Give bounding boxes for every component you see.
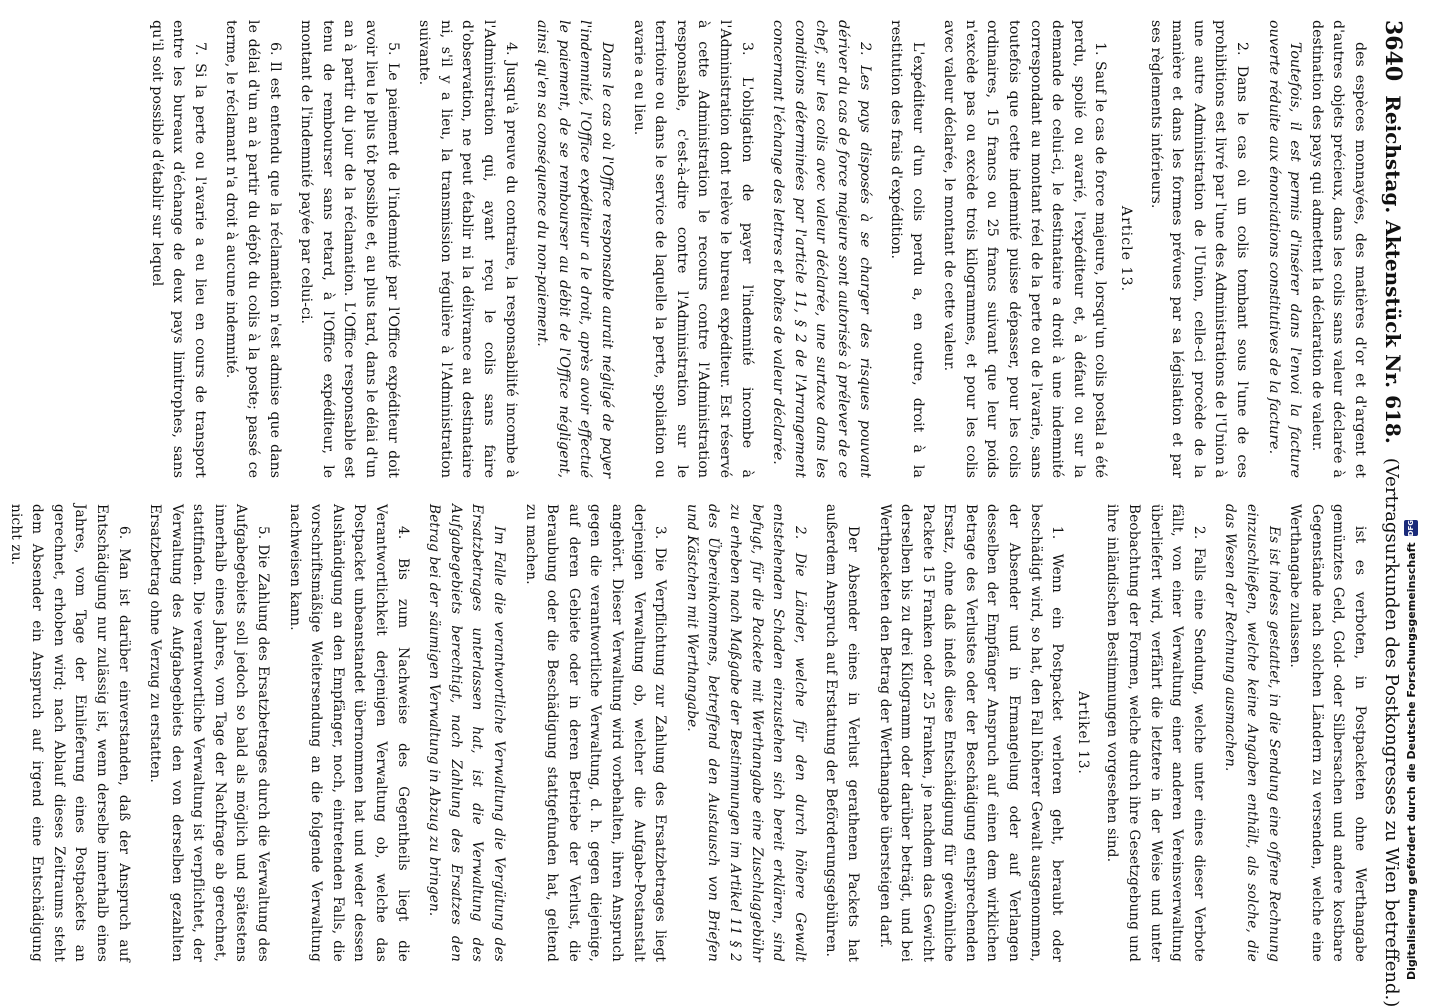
paragraph: 3. L'obligation de payer l'indemnité incombe à l'Administration dont relève le bureau expéditeur. Est réservé à cette Administration le recours contre l'Administration responsable, c'est-à-dire contre l'Administration sur le territoire ou dans le service de laquelle la perte, spoliation ou avarie a eu lieu. (630, 20, 755, 478)
german-column (0, 504, 1370, 962)
article-heading: Article 13. (1118, 205, 1135, 293)
paragraph: 7. Si la perte ou l'avarie a eu lieu en cours de transport entre les bureaux d'échange de deux pays limitrophes, sans qu'il soit possible d'établir sur lequel (148, 20, 208, 478)
page-title: Reichstag. Aktenstück Nr. 618. (1381, 95, 1405, 444)
page-subtitle: (Vertragsurkunden des Postkongresses zu Wien betreffend.) (1381, 457, 1402, 1007)
rotated-page-content (7, 20, 1406, 1007)
credit-text: Digitalisierung gefördert durch die Deutsche Forschungsgemeinschaft (1404, 542, 1418, 980)
page-number: 3640 (1380, 20, 1406, 82)
text-columns (0, 20, 1370, 980)
paragraph: des espèces monnayées, des matières d'or et d'argent et d'autres objets précieux, dans les colis sans valeur déclarée à destination des pays qui admettent la déclaration de valeur. (1308, 20, 1368, 478)
paragraph: L'expéditeur d'un colis perdu a, en outre, droit à la restitution des frais d'expédition. (888, 20, 926, 478)
paragraph: 1. Sauf le cas de force majeure, lorsqu'un colis postal a été perdu, spolié ou avarié, l'expéditeur et, à défaut ou sur la demande de celui-ci, le destinataire a droit à une indemnité correspondant au montant réel de la perte ou de l'avarie, sans toutefois que cette indemnité puisse dépasser, pour les colis ordinaires, 15 francs ou 25 francs suivant que leur poids n'excède pas ou excède trois kilogrammes, et pour les colis avec valeur déclarée, le montant de cette valeur. (941, 20, 1109, 478)
paragraph: 6. Man ist darüber einverstanden, daß der Anspruch auf Entschädigung nur zulässig ist, wenn derselbe innerhalb eines Jahres, vom Tage der Einlieferung eines Postpackets an gerechnet, erhoben wird; nach Ablauf dieses Zeitraums steht dem Absender ein Anspruch auf irgend eine Entschädigung nicht zu. (7, 504, 132, 962)
article-heading: Artikel 13. (1074, 691, 1091, 775)
paragraph: 2. Falls eine Sendung, welche unter eines dieser Verbote fällt, von einer Verwaltung einer anderen Vereinsverwaltung überliefert wird, verfährt die letztere in der Weise und unter Beobachtung der Formen, welche durch ihre Gesetzgebung und ihre inländischen Bestimmungen vorgesehen sind. (1104, 504, 1207, 962)
paragraph: 4. Jusqu'à preuve du contraire, la responsabilité incombe à l'Administration qui, ayant reçu le colis sans faire d'observation, ne peut établir ni la délivrance au destinataire ni, s'il y a lieu, la transmission régulière à l'Administration suivante. (416, 20, 519, 478)
paragraph: 3. Die Verpflichtung zur Zahlung des Ersatzbetrages liegt derjenigen Verwaltung ob, welcher die Aufgabe-Postanstalt angehört. Dieser Verwaltung wird vorbehalten, ihren Anspruch gegen die verantwortliche Verwaltung, d. h. gegen diejenige, auf deren Gebiete oder in deren Betriebe der Verlust, die Beraubung oder die Beschädigung stattgefunden hat, geltend zu machen. (522, 504, 669, 962)
paragraph: 2. Die Länder, welche für den durch höhere Gewalt entstehenden Schaden einzustehen sich bereit erklären, sind befugt, für die Packete mit Werthangabe eine Zuschlaggebühr zu erheben nach Maßgabe der Bestimmungen im Artikel 11 § 2 des Übereinkommens, betreffend den Austausch von Briefen und Kästchen mit Werthangabe. (683, 504, 808, 962)
digitization-credit (1404, 520, 1418, 980)
paragraph: ist es verboten, in Postpacketen ohne Werthangabe gemünztes Geld, Gold- oder Silbersachen und andere kostbare Gegenstände nach solchen Ländern zu versenden, welche eine Werthangabe zulassen. (1287, 504, 1368, 962)
paragraph: 1. Wenn ein Postpacket verloren geht, beraubt oder beschädigt wird, so hat, den Fall höherer Gewalt ausgenommen, der Absender und in Ermangelung oder auf Verlangen desselben der Empfänger Anspruch auf einen dem wirklichen Betrage des Verlustes oder der Beschädigung entsprechenden Ersatz, ohne daß indeß diese Entschädigung für gewöhnliche Packete 15 Franken oder 25 Franken, je nachdem das Gewicht derselben bis zu drei Kilogramm oder darüber beträgt, und bei Werthpacketen den Betrag der Werthangabe übersteigen darf. (876, 504, 1066, 962)
paragraph: Toutefois, il est permis d'insérer dans l'envoi la facture ouverte réduite aux énonciations constitutives de la facture. (1265, 20, 1304, 478)
paragraph: 5. Die Zahlung des Ersatzbetrages durch die Verwaltung des Aufgabegebiets soll jedoch so bald als möglich und spätestens innerhalb eines Jahres, vom Tage der Nachfrage ab gerechnet, stattfinden. Die verantwortliche Verwaltung ist verpflichtet, der Verwaltung des Aufgabegebiets den von derselben gezahlten Ersatzbetrag ohne Verzug zu erstatten. (147, 504, 272, 962)
paragraph: Im Falle die verantwortliche Verwaltung die Vergütung des Ersatzbetrages unterlassen hat, ist die Verwaltung des Aufgabegebiets berechtigt, nach Zahlung des Ersatzes den Betrag bei der säumigen Verwaltung in Abzug zu bringen. (426, 504, 508, 962)
french-column (0, 20, 1370, 478)
paragraph: 2. Les pays disposés à se charger des risques pouvant dériver du cas de force majeure sont autorisés à prélever de ce chef, sur les colis avec valeur déclarée, une surtaxe dans les conditions déterminées par l'article 11, § 2 de l'Arrangement concernant l'échange des lettres et boîtes de valeur déclarée. (770, 20, 873, 478)
paragraph: Dans le cas où l'Office responsable aurait négligé de payer l'indemnité, l'Office expéditeur a le droit, après avoir effectué le paiement, de se rembourser au débit de l'Office négligent, ainsi qu'en sa conséquence du non-paiement. (534, 20, 615, 478)
paragraph: Es ist indess gestattet, in die Sendung eine offene Rechnung einzuschließen, welche keine Angaben enthält, als solche, die das Wesen der Rechnung ausmachen. (1222, 504, 1282, 962)
paragraph: 4. Bis zum Nachweise des Gegentheils liegt die Verantwortlichkeit derjenigen Verwaltung ob, welche das Postpacket unbeanstandet übernommen hat und weder dessen Aushändigung an den Empfänger, noch, eintretenden Falls, die vorschriftsmäßige Weitersendung an die folgende Verwaltung nachweisen kann. (286, 504, 411, 962)
paragraph: Der Absender eines in Verlust gerathenen Packets hat außerdem Anspruch auf Erstattung der Beförderungsgebühren. (823, 504, 861, 962)
page-header (1376, 20, 1406, 1007)
dfg-logo-icon: DFG (1404, 520, 1418, 536)
paragraph: 5. Le paiement de l'indemnité par l'Office expéditeur doit avoir lieu le plus tôt possible et, au plus tard, dans le délai d'un an à partir du jour de la réclamation. L'Office responsable est tenu de rembourser sans retard, à l'Office expéditeur, le montant de l'indemnité payée par celui-ci. (298, 20, 401, 478)
paragraph: 2. Dans le cas où un colis tombant sous l'une de ces prohibitions est livré par l'une des Administrations de l'Union à une autre Administration de l'Union, celle-ci procède de la manière et dans les formes prévues par sa législation et par ses règlements intérieurs. (1147, 20, 1251, 478)
paragraph: 6. Il est entendu que la réclamation n'est admise que dans le délai d'un an à partir du dépôt du colis à la poste; passé ce terme, le réclamant n'a droit à aucune indemnité. (223, 20, 283, 478)
